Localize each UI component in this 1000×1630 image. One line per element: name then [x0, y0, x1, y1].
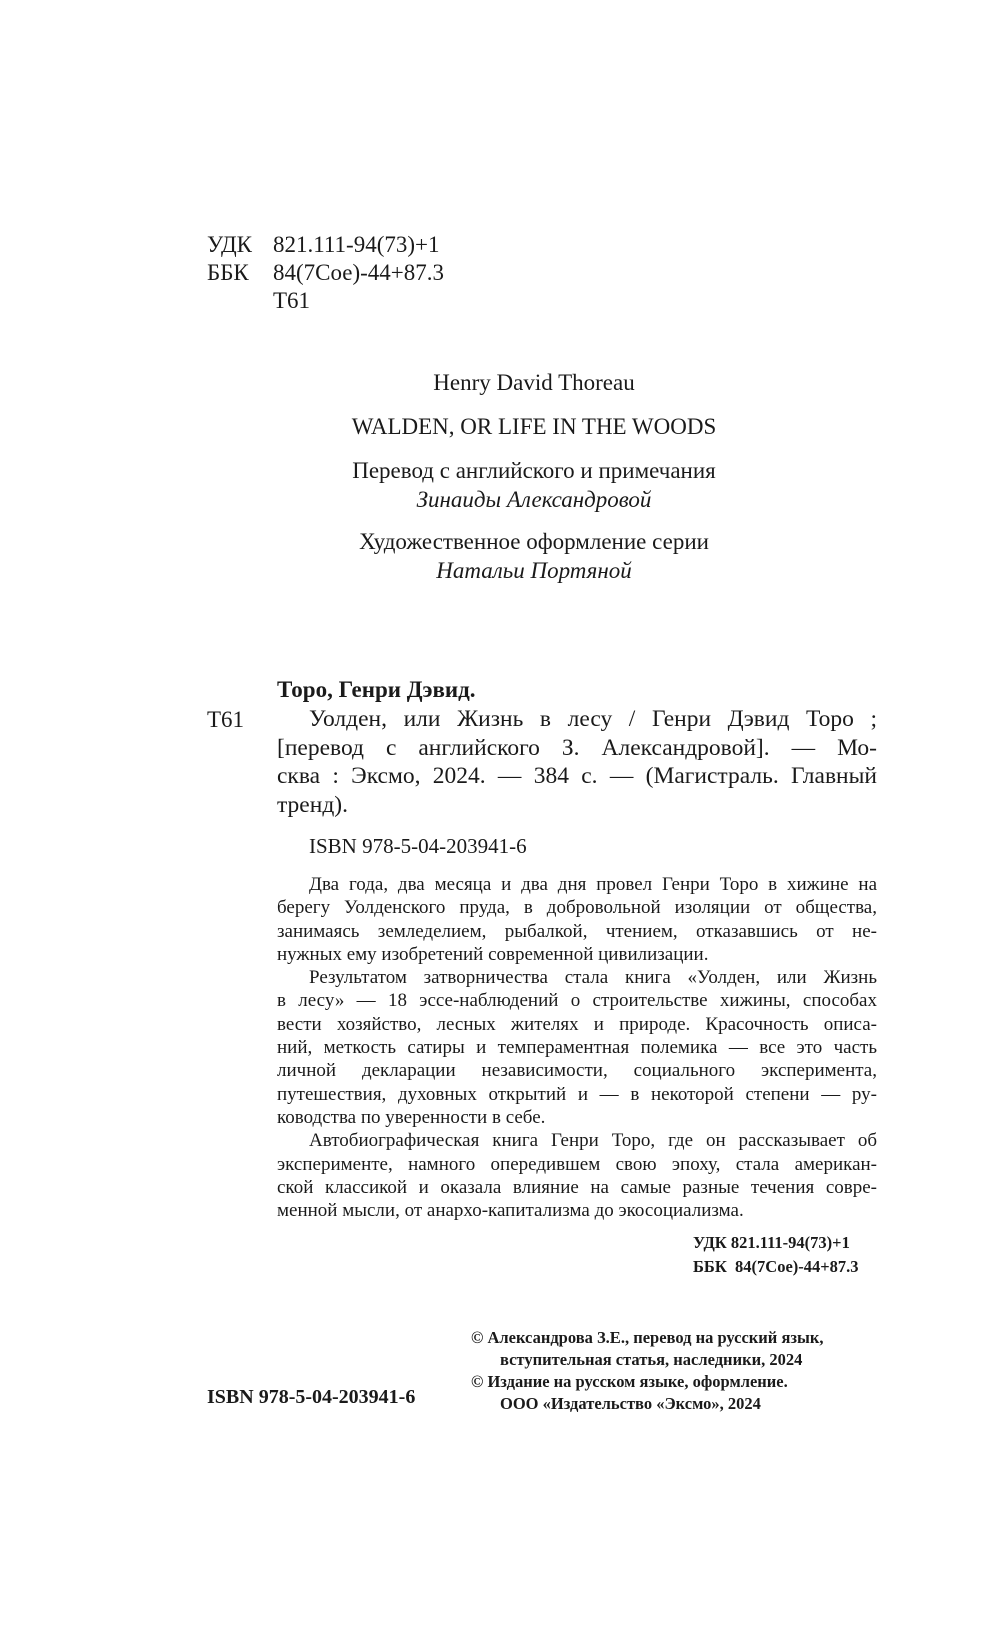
bbk-label: ББК — [207, 260, 249, 285]
annotation-line: берегу Уолденского пруда, в добровольной изоляции от общества, — [277, 897, 877, 919]
translation-label: Перевод с английского и примечания — [352, 458, 716, 483]
copyright-line: ООО «Издательство «Эксмо», 2024 — [500, 1394, 761, 1413]
udk-label: УДК — [207, 232, 252, 257]
annotation-line: ководства по уверенности в себе. — [277, 1106, 546, 1128]
catalog-line: тренд). — [277, 791, 348, 818]
copyright-line: © Издание на русском языке, оформление. — [471, 1372, 788, 1391]
catalog-isbn: ISBN 978-5-04-203941-6 — [309, 834, 527, 858]
annotation-line: Два года, два месяца и два дня провел Генри Торо в хижине на — [309, 874, 877, 895]
copyright-line: © Александрова З.Е., перевод на русский язык, — [471, 1328, 824, 1347]
udk-value: 821.111-94(73)+1 — [273, 232, 440, 257]
classification-codes — [207, 231, 444, 315]
author-mark: Т61 — [273, 288, 311, 313]
copyright-line: вступительная статья, наследники, 2024 — [500, 1350, 803, 1369]
annotation-line: занимаясь земледелием, рыбалкой, чтением, отказавшись от не- — [277, 920, 877, 942]
translation-credit — [270, 456, 798, 514]
catalog-line: Уолден, или Жизнь в лесу / Генри Дэвид Торо ; — [309, 706, 877, 732]
isbn-bottom: ISBN 978-5-04-203941-6 — [207, 1386, 416, 1408]
annotation-line: ской классикой и оказала влияние на самые разные течения совре- — [277, 1176, 877, 1198]
design-label: Художественное оформление серии — [359, 529, 709, 554]
designer-name: Натальи Портяной — [436, 558, 632, 583]
annotation-line: личной декларации независимости, социального эксперимента, — [277, 1060, 877, 1082]
design-credit — [270, 527, 798, 585]
translator-name: Зинаиды Александровой — [416, 487, 652, 512]
annotation-line: Автобиографическая книга Генри Торо, где он рассказывает об — [309, 1130, 877, 1152]
udk-row — [207, 231, 444, 259]
bbk-row — [207, 259, 444, 287]
copyright-block — [471, 1327, 824, 1415]
footer-bbk: ББК 84(7Сое)-44+87.3 — [693, 1257, 859, 1276]
catalog-line: сква : Эксмо, 2024. — 384 с. — (Магистраль. Главный — [277, 763, 877, 789]
catalog-mark: Т61 — [207, 707, 245, 732]
annotation-line: эксперименте, намного опередившем свою эпоху, стала американ- — [277, 1153, 877, 1175]
footer-codes — [693, 1231, 859, 1279]
annotation-line: путешествия, духовных открытий и — в некоторой степени — ру- — [277, 1083, 877, 1105]
annotation-line: вести хозяйство, лесных жителях и природе. Красочность описа- — [277, 1013, 877, 1035]
original-title: WALDEN, OR LIFE IN THE WOODS — [351, 414, 717, 439]
bbk-value: 84(7Сое)-44+87.3 — [273, 260, 445, 285]
footer-udk: УДК 821.111-94(73)+1 — [693, 1233, 850, 1252]
annotation-line: Результатом затворничества стала книга «Уолден, или Жизнь — [309, 967, 877, 989]
annotation-line: ний, меткость сатиры и темпераментная полемика — все это часть — [277, 1037, 877, 1059]
annotation-line: нужных ему изобретений современной цивилизации. — [277, 943, 709, 965]
original-author: Henry David Thoreau — [433, 370, 635, 395]
catalog-description — [277, 705, 877, 819]
catalog-line: [перевод с английского З. Александровой]. — Мо- — [277, 734, 877, 761]
annotation-line: в лесу» — 18 эссе-наблюдений о строительстве хижины, способах — [277, 990, 877, 1012]
catalog-author-heading: Торо, Генри Дэвид. — [277, 677, 476, 702]
annotation — [277, 873, 877, 1222]
author-mark-row — [207, 287, 444, 315]
annotation-line: менной мысли, от анархо-капитализма до экосоциализма. — [277, 1200, 744, 1222]
